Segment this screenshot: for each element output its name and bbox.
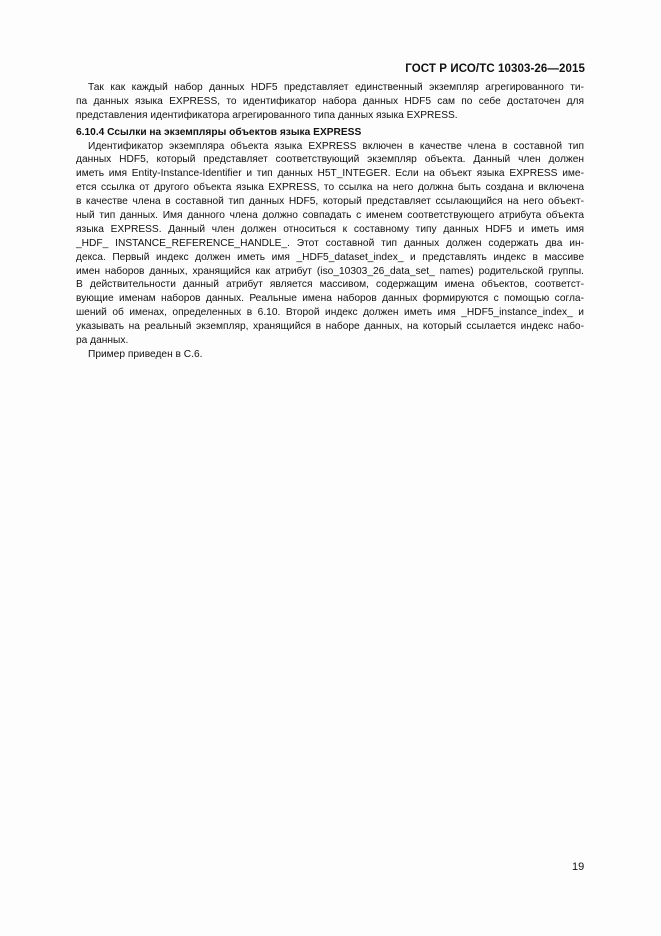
text-line: ра данных. xyxy=(76,335,129,347)
text-line: ется ссылка от другого объекта языка EXPRESS, то ссылка на него должна быть создана и включена xyxy=(76,182,584,194)
text-line: В действительности данный атрибут является массивом, содержащим имена объектов, соответст- xyxy=(76,279,584,291)
text-line: имен наборов данных, хранящийся как атрибут (iso_10303_26_data_set_ names) родительской группы. xyxy=(76,265,584,277)
text-line: Идентификатор экземпляра объекта языка EXPRESS включен в качестве члена в составной тип xyxy=(88,140,584,152)
text-line: данных HDF5, который представляет соответствующий экземпляр объекта. Данный член должен xyxy=(76,154,584,166)
text-line: шений об именах, определенных в 6.10. Второй индекс должен иметь имя _HDF5_instance_index_ и xyxy=(76,307,584,319)
text-line: представления идентификатора агрегированного типа данных языка EXPRESS. xyxy=(76,109,458,121)
text-line: ный тип данных. Имя данного члена должно совпадать с именем соответствующего атрибута объекта xyxy=(76,210,584,222)
paragraph-instance-references xyxy=(76,140,584,348)
text-line: языка EXPRESS. Данный член должен относиться к составному типу данных HDF5 и иметь имя xyxy=(76,223,584,235)
text-line: _HDF_ INSTANCE_REFERENCE_HANDLE_. Этот составной тип данных должен содержать два ин- xyxy=(76,237,584,249)
body-text xyxy=(76,81,584,362)
text-line: иметь имя Entity-Instance-Identifier и тип данных H5T_INTEGER. Если на объект языка EXPRESS име- xyxy=(76,168,584,180)
page-number: 19 xyxy=(572,861,585,873)
text-line: па данных языка EXPRESS, то идентификатор набора данных HDF5 сам по себе достаточен для xyxy=(76,95,584,107)
text-line: декса. Первый индекс должен иметь имя _HDF5_dataset_index_ и представлять индекс в массиве xyxy=(76,251,584,263)
text-line: указывать на реальный экземпляр, хранящийся в наборе данных, на который ссылается индекс набо- xyxy=(76,321,584,333)
section-heading: 6.10.4 Ссылки на экземпляры объектов языка EXPRESS xyxy=(76,126,362,138)
paragraph-hdf5-dataset xyxy=(76,81,584,123)
text-line: в качестве члена в составной тип данных HDF5, который представляет ссылающийся на него объект- xyxy=(76,196,584,208)
text-line: вующие именам наборов данных. Реальные имена наборов данных формируются с помощью согла- xyxy=(76,293,584,305)
text-line: Так как каждый набор данных HDF5 представляет единственный экземпляр агрегированного ти- xyxy=(88,82,584,93)
example-reference: Пример приведен в С.6. xyxy=(88,348,203,360)
standard-header: ГОСТ Р ИСО/ТС 10303-26—2015 xyxy=(405,63,585,75)
